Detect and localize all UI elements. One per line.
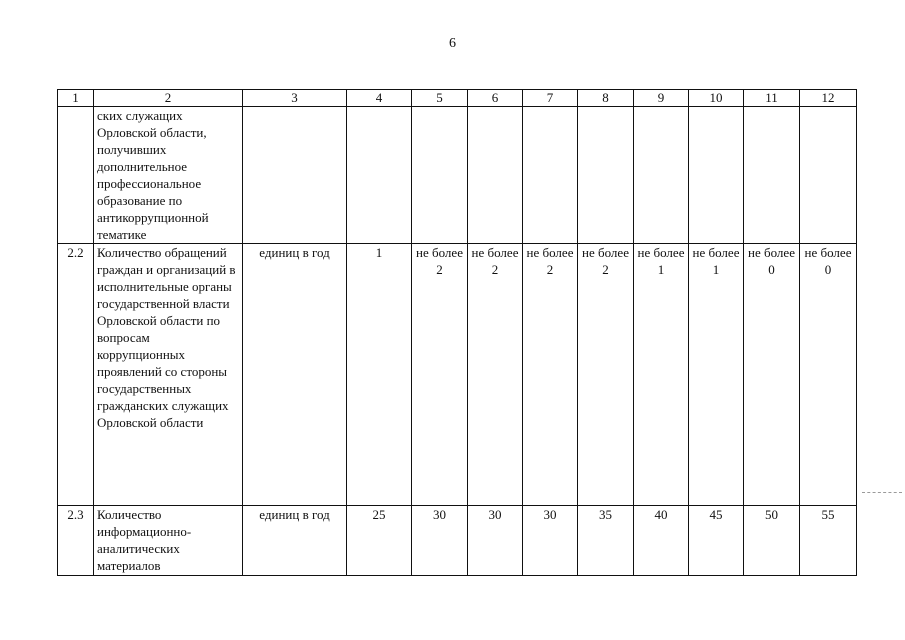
value-cell: не более 2 <box>578 244 634 506</box>
value-cell <box>634 107 689 244</box>
row-number: 2.3 <box>58 506 94 576</box>
indicators-table <box>57 89 857 576</box>
value-cell <box>689 107 744 244</box>
value-cell: не более 1 <box>634 244 689 506</box>
value-cell: 1 <box>347 244 412 506</box>
value-cell: 30 <box>468 506 523 576</box>
value-cell: 35 <box>578 506 634 576</box>
table-row <box>58 107 857 244</box>
row-number: 2.2 <box>58 244 94 506</box>
table-row <box>58 506 857 576</box>
table-header-row <box>58 90 857 107</box>
header-cell: 6 <box>468 90 523 107</box>
value-cell: не более 0 <box>744 244 800 506</box>
value-cell: 30 <box>412 506 468 576</box>
header-cell: 2 <box>94 90 243 107</box>
header-cell: 3 <box>243 90 347 107</box>
value-cell: не более 2 <box>523 244 578 506</box>
header-cell: 12 <box>800 90 857 107</box>
header-cell: 8 <box>578 90 634 107</box>
value-cell: 50 <box>744 506 800 576</box>
value-cell: 40 <box>634 506 689 576</box>
value-cell: 45 <box>689 506 744 576</box>
header-cell: 1 <box>58 90 94 107</box>
value-cell: 25 <box>347 506 412 576</box>
value-cell: не более 0 <box>800 244 857 506</box>
header-cell: 5 <box>412 90 468 107</box>
unit-cell: единиц в год <box>243 244 347 506</box>
scan-artifact-line <box>862 492 902 493</box>
value-cell <box>347 107 412 244</box>
value-cell: 30 <box>523 506 578 576</box>
value-cell: не более 2 <box>412 244 468 506</box>
header-cell: 9 <box>634 90 689 107</box>
indicator-name: Количество информационно-аналитических материалов <box>94 506 243 576</box>
value-cell: не более 2 <box>468 244 523 506</box>
header-cell: 11 <box>744 90 800 107</box>
value-cell: 55 <box>800 506 857 576</box>
row-number <box>58 107 94 244</box>
value-cell <box>468 107 523 244</box>
value-cell <box>578 107 634 244</box>
value-cell <box>412 107 468 244</box>
header-cell: 4 <box>347 90 412 107</box>
value-cell <box>523 107 578 244</box>
value-cell: не более 1 <box>689 244 744 506</box>
unit-cell: единиц в год <box>243 506 347 576</box>
unit-cell <box>243 107 347 244</box>
page-number: 6 <box>449 36 456 51</box>
value-cell <box>800 107 857 244</box>
indicator-name: Количество обращений граждан и организаций в исполнительные органы государственной власти Орловской области по вопросам коррупционных проявлений со стороны государственных гражданских служащих Орловской области <box>94 244 243 506</box>
indicator-name: ских служащих Орловской области, получивших дополнительное профессиональное образование по антикоррупционной тематике <box>94 107 243 244</box>
value-cell <box>744 107 800 244</box>
table-row <box>58 244 857 506</box>
header-cell: 10 <box>689 90 744 107</box>
header-cell: 7 <box>523 90 578 107</box>
